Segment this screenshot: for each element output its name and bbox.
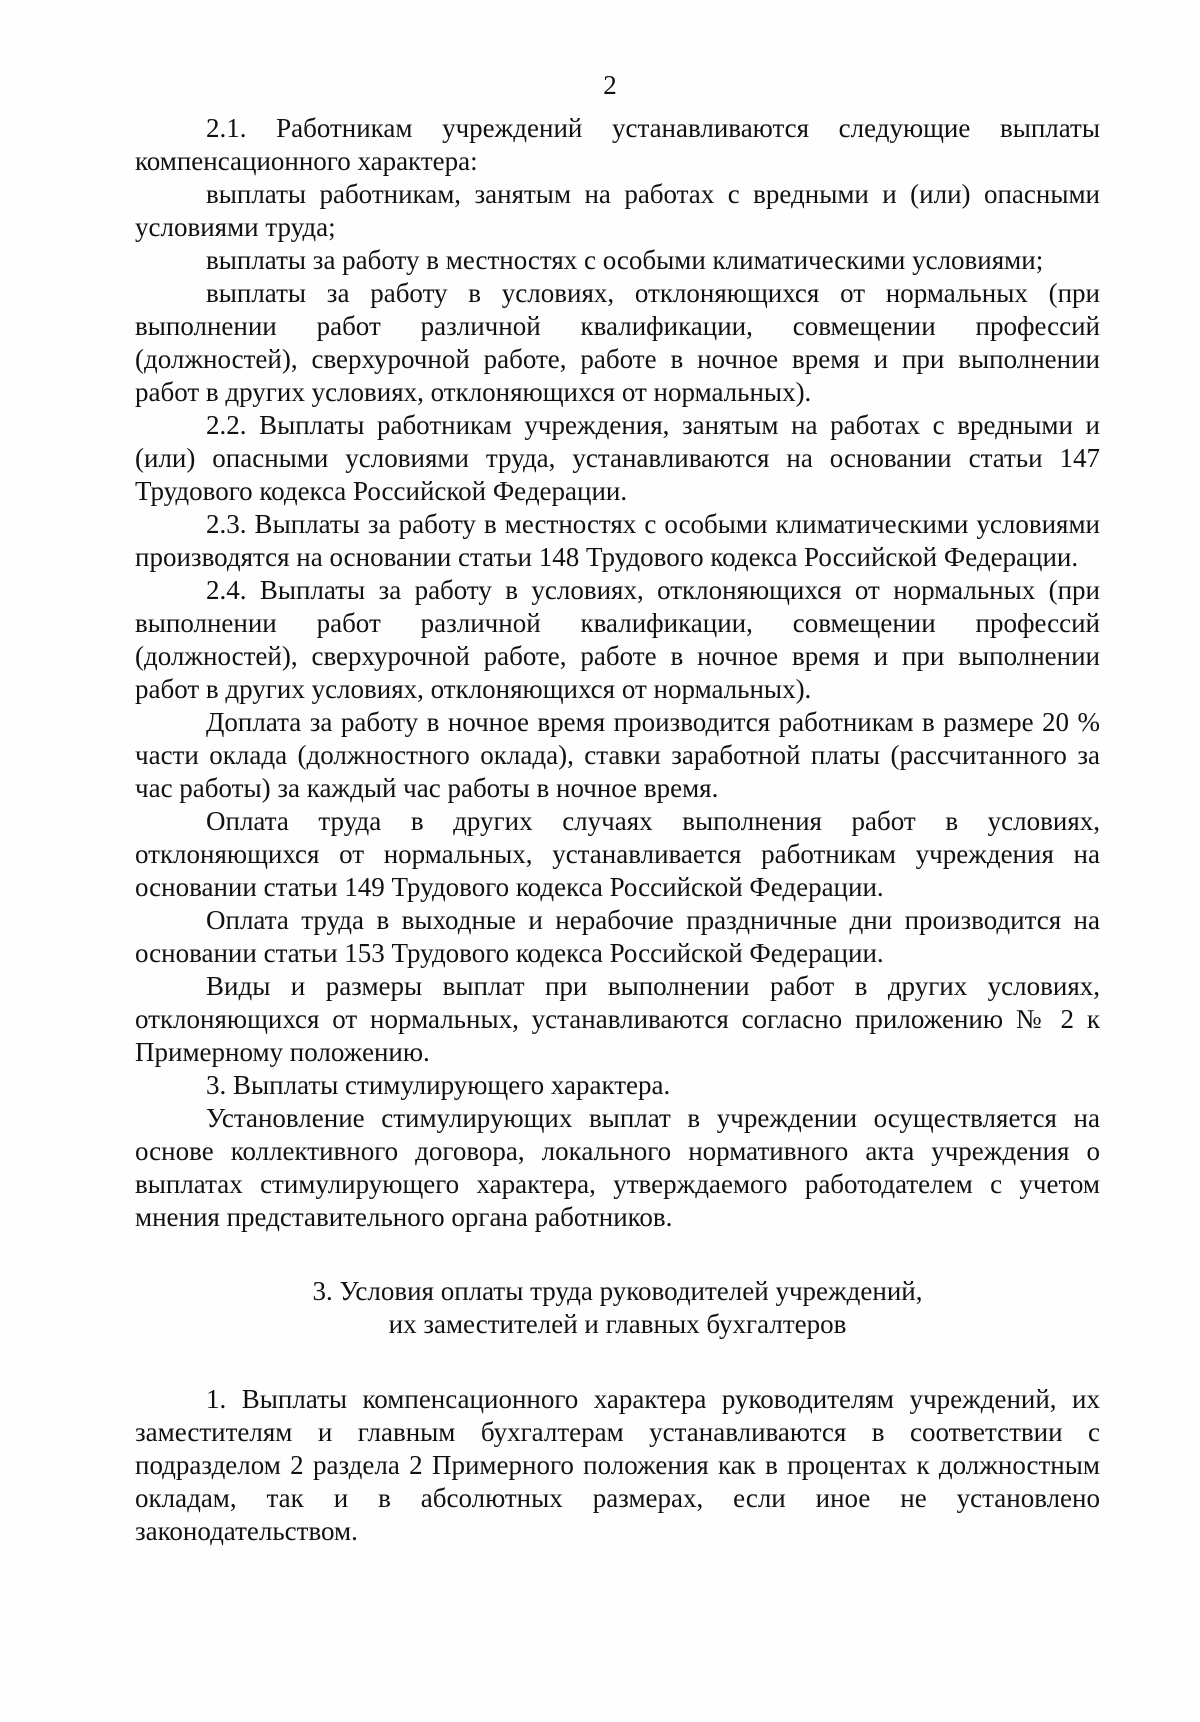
section-heading xyxy=(135,1275,1100,1341)
section-heading-line: их заместителей и главных бухгалтеров xyxy=(388,1309,847,1339)
paragraph: выплаты за работу в условиях, отклоняющихся от нормальных (при выполнении работ различной квалификации, совмещении профессий (должностей), сверхурочной работе, работе в ночное время и при выполнении работ в других условиях, отклоняющихся от нормальных). xyxy=(135,278,1100,407)
paragraph: 2.2. Выплаты работникам учреждения, занятым на работах с вредными и (или) опасными условиями труда, устанавливаются на основании статьи 147 Трудового кодекса Российской Федерации. xyxy=(135,410,1100,506)
paragraph: Виды и размеры выплат при выполнении работ в других условиях, отклоняющихся от нормальных, устанавливаются согласно приложению № 2 к Примерному положению. xyxy=(135,971,1100,1067)
paragraph: Установление стимулирующих выплат в учреждении осуществляется на основе коллективного договора, локального нормативного акта учреждения о выплатах стимулирующего характера, утверждаемого работодателем с учетом мнения представительного органа работников. xyxy=(135,1103,1100,1232)
paragraph: 2.1. Работникам учреждений устанавливаются следующие выплаты компенсационного характера: xyxy=(135,113,1100,176)
paragraph: Оплата труда в других случаях выполнения работ в условиях, отклоняющихся от нормальных, устанавливается работникам учреждения на основании статьи 149 Трудового кодекса Российской Федерации. xyxy=(135,806,1100,902)
paragraph: Доплата за работу в ночное время производится работникам в размере 20 % части оклада (должностного оклада), ставки заработной платы (рассчитанного за час работы) за каждый час работы в ночное время. xyxy=(135,707,1100,803)
paragraph: выплаты работникам, занятым на работах с вредными и (или) опасными условиями труда; xyxy=(135,179,1100,242)
section-heading-line: 3. Условия оплаты труда руководителей учреждений, xyxy=(312,1276,923,1306)
paragraph: 2.3. Выплаты за работу в местностях с особыми климатическими условиями производятся на основании статьи 148 Трудового кодекса Российской Федерации. xyxy=(135,509,1100,572)
paragraph: выплаты за работу в местностях с особыми климатическими условиями; xyxy=(206,245,1044,275)
paragraph: Оплата труда в выходные и нерабочие праздничные дни производится на основании статьи 153 Трудового кодекса Российской Федерации. xyxy=(135,905,1100,968)
paragraph: 2.4. Выплаты за работу в условиях, отклоняющихся от нормальных (при выполнении работ различной квалификации, совмещении профессий (должностей), сверхурочной работе, работе в ночное время и при выполнении работ в других условиях, отклоняющихся от нормальных). xyxy=(135,575,1100,704)
document-body xyxy=(135,112,1100,1548)
paragraph: 1. Выплаты компенсационного характера руководителям учреждений, их заместителям и главным бухгалтерам устанавливаются в соответствии с подразделом 2 раздела 2 Примерного положения как в процентах к должностным окладам, так и в абсолютных размерах, если иное не установлено законодательством. xyxy=(135,1384,1100,1546)
page-number: 2 xyxy=(603,70,617,100)
paragraph: 3. Выплаты стимулирующего характера. xyxy=(206,1070,671,1100)
